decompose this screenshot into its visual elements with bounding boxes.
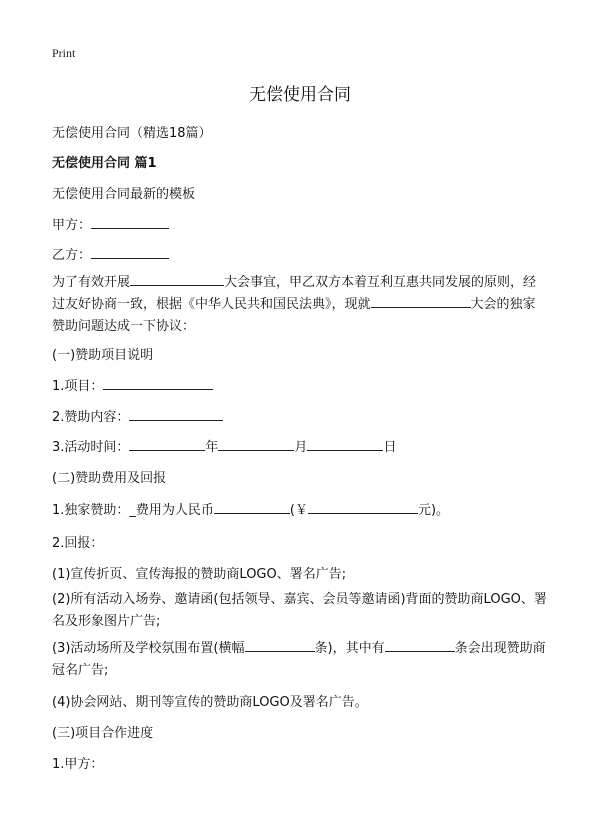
- document-title: 无偿使用合同: [249, 85, 351, 105]
- item2-label: 2.赞助内容：: [52, 410, 130, 425]
- r3-text-1: (3)活动场所及学校氛围布置(横幅: [52, 641, 245, 656]
- return-label: 2.回报：: [52, 536, 104, 551]
- day-label: 日: [383, 440, 397, 455]
- month-blank: [218, 438, 294, 451]
- r3-blank-2: [385, 639, 455, 652]
- r3-text-2: 条)，其中有: [314, 641, 385, 656]
- fee-blank-1: [214, 501, 290, 514]
- fee-text-1: 1.独家赞助：_费用为人民币: [52, 503, 214, 518]
- party-a-line: [52, 214, 169, 233]
- return-item-2: (2)所有活动入场券、邀请函(包括领导、嘉宾、会员等邀请函)背面的赞助商LOGO、署名及形象图片广告;: [52, 592, 547, 629]
- fee-text-3: 元)。: [417, 503, 450, 518]
- intro-text-3: 大会的独家赞助问题达成一下协议：: [52, 297, 536, 334]
- section-heading: 无偿使用合同 篇1: [52, 156, 157, 171]
- party-b-blank: [91, 246, 169, 259]
- return-item-3: [52, 638, 548, 682]
- item1-label: 1.项目：: [52, 379, 104, 394]
- sec1-item3: [52, 436, 396, 455]
- fee-text-2: (￥: [289, 503, 308, 518]
- year-label: 年: [205, 440, 219, 455]
- r3-blank-1: [245, 639, 315, 652]
- r3-text-3: 条会出现赞助商冠名广告;: [52, 641, 546, 678]
- sec1-item1: [52, 375, 213, 394]
- sec3-heading: (三)项目合作进度: [52, 726, 154, 741]
- intro-blank-2: [371, 295, 471, 308]
- fee-line: [52, 499, 449, 518]
- return-item-1: (1)宣传折页、宣传海报的赞助商LOGO、署名广告;: [52, 567, 347, 582]
- sec2-heading: (二)赞助费用及回报: [52, 471, 167, 486]
- day-blank: [307, 438, 383, 451]
- intro-blank-1: [130, 273, 224, 286]
- year-blank: [129, 438, 205, 451]
- sec3-item1: 1.甲方：: [52, 757, 104, 772]
- party-b-line: [52, 244, 169, 263]
- return-item-4: (4)协会网站、期刊等宣传的赞助商LOGO及署名广告。: [52, 695, 368, 710]
- party-a-label: 甲方：: [52, 218, 92, 233]
- sec1-heading: (一)赞助项目说明: [52, 348, 154, 363]
- party-a-blank: [91, 216, 169, 229]
- intro-text-1: 为了有效开展: [52, 275, 131, 290]
- party-b-label: 乙方：: [52, 248, 92, 263]
- template-line: 无偿使用合同最新的模板: [52, 187, 196, 202]
- fee-blank-2: [308, 501, 418, 514]
- intro-paragraph: [52, 272, 548, 338]
- print-link[interactable]: Print: [52, 46, 76, 60]
- item3-label: 3.活动时间：: [52, 440, 130, 455]
- item1-blank: [103, 377, 213, 390]
- intro-text-2: 大会事宜，甲乙双方本着互利互惠共同发展的原则，经过友好协商一致，根据《中华人民共和国民法典》，现就: [52, 275, 537, 312]
- document-subtitle: 无偿使用合同（精选18篇）: [52, 126, 212, 141]
- item2-blank: [129, 408, 223, 421]
- sec1-item2: [52, 406, 223, 425]
- month-label: 月: [294, 440, 308, 455]
